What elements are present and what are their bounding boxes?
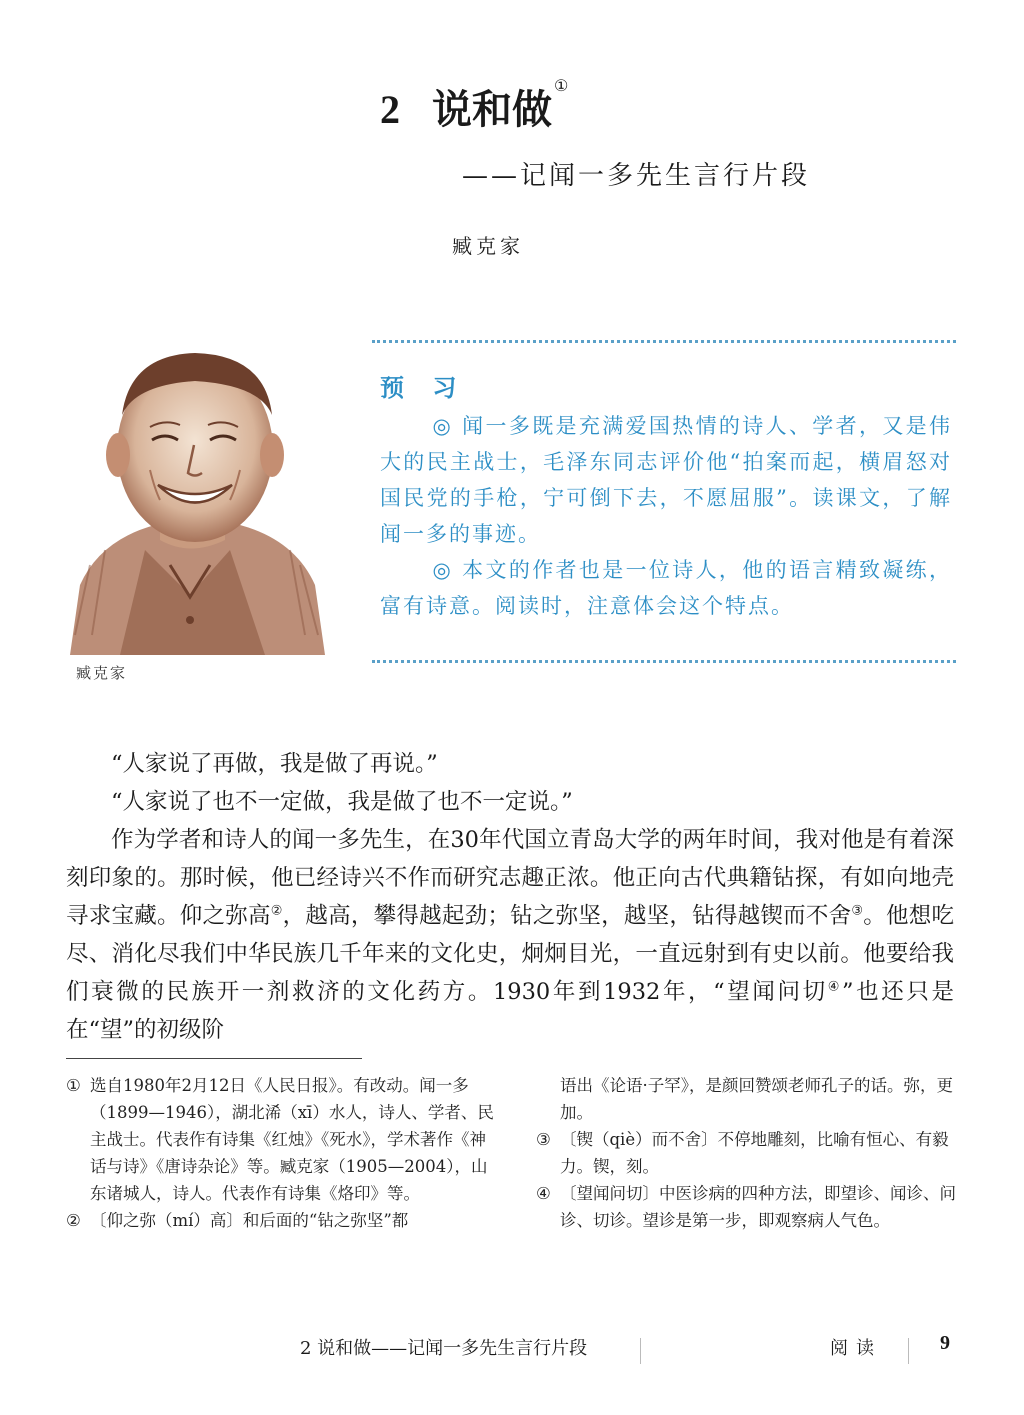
footnote-text: 〔望闻问切〕中医诊病的四种方法，即望诊、闻诊、问诊、切诊。望诊是第一步，即观察病人气色。 (560, 1184, 956, 1230)
preview-top-divider (372, 340, 956, 343)
preview-box (380, 368, 952, 624)
body-paragraph-2: “人家说了也不一定做，我是做了也不一定说。” (111, 789, 573, 815)
footnote-ref-3: ③ (851, 903, 864, 919)
lesson-title: 说和做 (432, 86, 552, 133)
body-paragraph-1: “人家说了再做，我是做了再说。” (111, 751, 438, 777)
preview-paragraph-1: ◎ 闻一多既是充满爱国热情的诗人、学者，又是伟大的民主战士，毛泽东同志评价他“拍案而起，横眉怒对国民党的手枪，宁可倒下去，不愿屈服”。读课文，了解闻一多的事迹。 (380, 414, 952, 546)
body-text-run: ，越高，攀得越起劲；钻之弥坚，越坚，钻得越锲而不舍 (282, 903, 852, 929)
section-label: 阅读 (830, 1338, 882, 1359)
body-text-run: 作为学者和诗人的闻一多先生，在30年代国立青岛大学的两年时间，我对他是有着深刻印象的。那时候，他已经诗兴不作而研究志趣正浓。他正向古代典籍钻探，有如向地壳寻求宝藏。仰之弥高 (66, 827, 954, 929)
running-title: 2 说和做——记闻一多先生言行片段 (300, 1338, 588, 1359)
lesson-title-block (380, 78, 568, 135)
title-footnote-mark: ① (554, 76, 569, 95)
footnote-text: 〔锲（qiè）而不舍〕不停地雕刻，比喻有恒心、有毅力。锲，刻。 (560, 1130, 949, 1176)
lesson-subtitle: ——记闻一多先生言行片段 (462, 161, 811, 191)
body-text-run: 。他想吃尽、消化尽我们中华民族几千年来的文化史，炯炯目光，一直远射到有史以前。他要给我们衰微的民族开一剂救济的文化药方。1930年到1932年，“望闻问切 (66, 903, 954, 1005)
footnote-rule (66, 1058, 362, 1059)
body-text-run: ”也还只是在“望”的初级阶 (66, 979, 954, 1043)
body-text (66, 745, 954, 1049)
author-portrait-sketch (60, 335, 330, 655)
footnote-2 (66, 1207, 500, 1234)
page-number: 9 (940, 1332, 950, 1354)
footer-divider (640, 1338, 641, 1364)
footnotes-right-column (536, 1072, 956, 1234)
footnotes-left-column (66, 1072, 500, 1234)
footnote-mark: ② (66, 1211, 81, 1230)
footnote-text: 选自1980年2月12日《人民日报》。有改动。闻一多（1899—1946），湖北浠（xī）水人，诗人、学者、民主战士。代表作有诗集《红烛》《死水》，学术著作《神话与诗》《唐诗杂论》等。臧克家（1905—2004），山东诸城人，诗人。代表作有诗集《烙印》等。 (90, 1076, 494, 1203)
preview-bottom-divider (372, 660, 956, 663)
author-name: 臧克家 (452, 234, 524, 258)
body-paragraph-3 (66, 821, 954, 1049)
lesson-number: 2 (380, 87, 400, 132)
footnote-ref-4: ④ (827, 979, 843, 995)
footnote-3 (536, 1126, 956, 1180)
footnote-mark: ③ (536, 1130, 551, 1149)
footer-divider (908, 1338, 909, 1364)
footnote-text: 〔仰之弥（mí）高〕和后面的“钻之弥坚”都 (90, 1211, 409, 1230)
footnote-ref-2: ② (270, 903, 283, 919)
footnote-mark: ① (66, 1076, 81, 1095)
footnote-mark: ④ (536, 1184, 551, 1203)
footnote-1 (66, 1072, 500, 1207)
preview-paragraph-2: ◎ 本文的作者也是一位诗人，他的语言精致凝练，富有诗意。阅读时，注意体会这个特点。 (380, 558, 952, 618)
portrait-caption: 臧克家 (76, 664, 128, 682)
footnote-4 (536, 1180, 956, 1234)
footnote-2-continued: 语出《论语·子罕》，是颜回赞颂老师孔子的话。弥，更加。 (560, 1076, 953, 1122)
preview-heading: 预 习 (380, 373, 467, 402)
